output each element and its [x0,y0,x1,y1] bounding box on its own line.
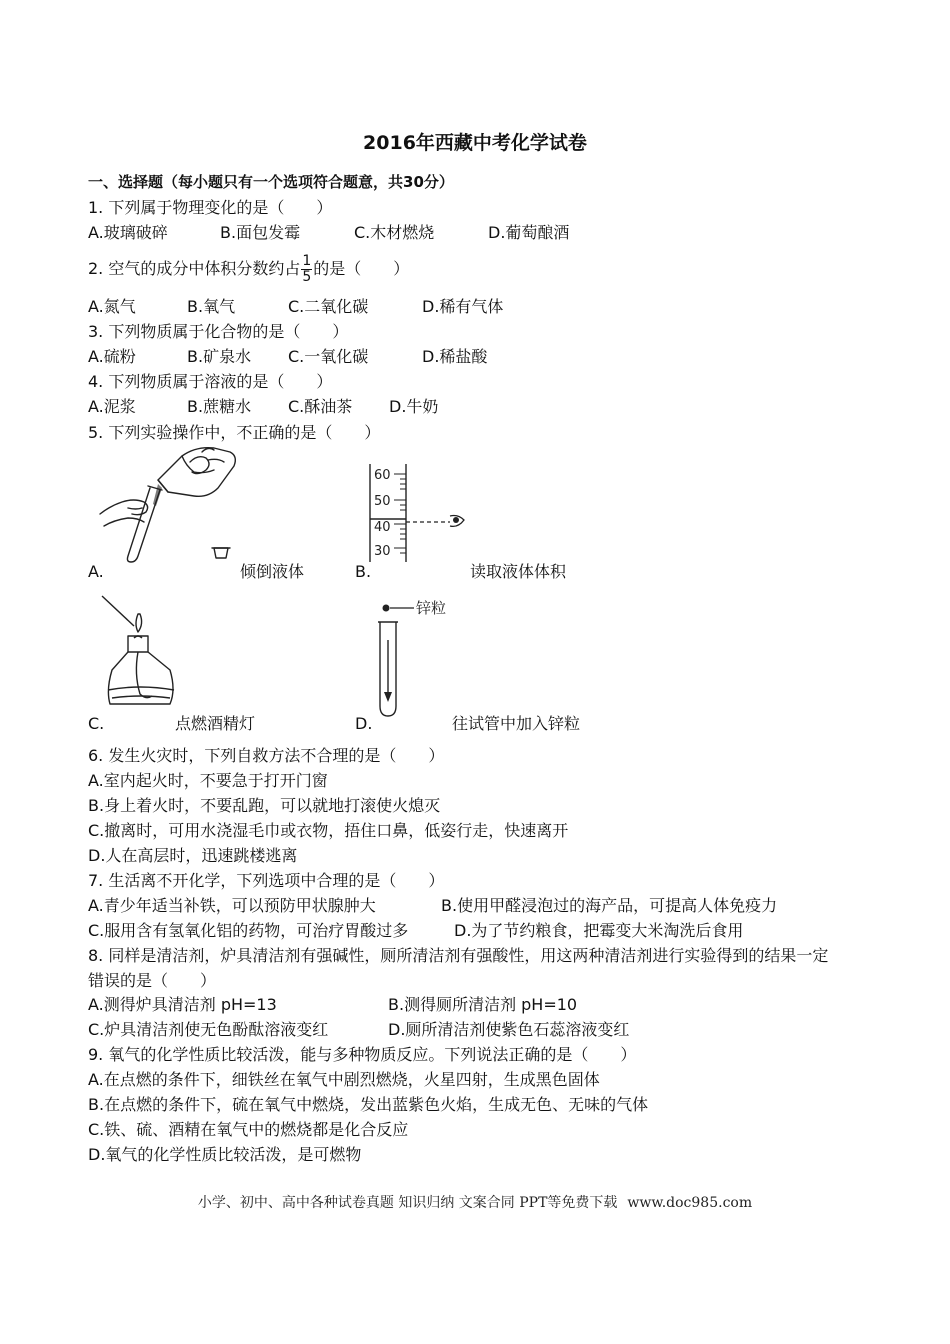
q2-fraction [301,254,312,285]
q3-option-c: C.一氧化碳 [288,347,369,366]
cylinder-tick-label: 30 [374,544,391,559]
q5-option-d-caption: 往试管中加入锌粒 [452,714,581,733]
q4-option-b: B.蔗糖水 [187,397,252,416]
q5-option-d-letter: D. [355,714,373,733]
q4-stem: 4. 下列物质属于溶液的是（ ） [88,372,333,391]
q2-option-c: C.二氧化碳 [288,297,369,316]
q5-option-c-letter: C. [88,714,105,733]
q8-stem-line1: 8. 同样是清洁剂，炉具清洁剂有强碱性，厕所清洁剂有强酸性，用这两种清洁剂进行实验得到的结果一定 [88,946,829,965]
figure-alcohol-lamp [100,594,180,718]
q4-option-c: C.酥油茶 [288,397,353,416]
q3-option-d: D.稀盐酸 [422,347,488,366]
q1-option-c: C.木材燃烧 [354,223,435,242]
q7-option-b: B.使用甲醛浸泡过的海产品，可提高人体免疫力 [441,896,778,915]
q3-option-a: A.硫粉 [88,347,136,366]
figure-pouring-liquid [98,444,248,566]
q4-option-d: D.牛奶 [389,397,439,416]
q5-stem: 5. 下列实验操作中，不正确的是（ ） [88,423,381,442]
q2-fraction-num: 1 [302,253,312,269]
cylinder-tick-label: 60 [374,468,391,483]
q6-option-c: C.撤离时，可用水浇湿毛巾或衣物，捂住口鼻，低姿行走，快速离开 [88,821,569,840]
q5-option-b-letter: B. [355,562,372,581]
q2-option-d: D.稀有气体 [422,297,504,316]
q3-stem: 3. 下列物质属于化合物的是（ ） [88,322,349,341]
q8-stem-line2: 错误的是（ ） [88,971,217,990]
footer-website-link[interactable]: www.doc985.com [627,1195,753,1211]
q2-stem-post: 的是（ ） [313,259,410,278]
section-heading: 一、选择题（每小题只有一个选项符合题意，共30分） [88,173,454,191]
q1-option-d: D.葡萄酿酒 [488,223,570,242]
q4-option-a: A.泥浆 [88,397,136,416]
q5-option-a-letter: A. [88,562,104,581]
q2-option-b: B.氧气 [187,297,236,316]
q7-stem: 7. 生活离不开化学，下列选项中合理的是（ ） [88,871,445,890]
cylinder-tick-label: 50 [374,494,391,509]
q5-option-c-caption: 点燃酒精灯 [175,714,256,733]
zinc-label: 锌粒 [416,599,447,617]
q5-option-a-caption: 倾倒液体 [240,562,305,581]
q6-option-d: D.人在高层时，迅速跳楼逃离 [88,846,298,865]
q5-option-b-caption: 读取液体体积 [470,562,567,581]
q6-option-b: B.身上着火时，不要乱跑，可以就地打滚使火熄灭 [88,796,441,815]
q9-option-a: A.在点燃的条件下，细铁丝在氧气中剧烈燃烧，火星四射，生成黑色固体 [88,1070,600,1089]
q9-option-b: B.在点燃的条件下，硫在氧气中燃烧，发出蓝紫色火焰，生成无色、无味的气体 [88,1095,649,1114]
q9-stem: 9. 氧气的化学性质比较活泼，能与多种物质反应。下列说法正确的是（ ） [88,1045,637,1064]
q7-option-d: D.为了节约粮食，把霉变大米淘洗后食用 [454,921,744,940]
q2-stem [88,252,409,286]
q9-option-c: C.铁、硫、酒精在氧气中的燃烧都是化合反应 [88,1120,409,1139]
q2-fraction-den: 5 [302,269,312,285]
q2-option-a: A.氮气 [88,297,136,316]
q2-stem-pre: 2. 空气的成分中体积分数约占 [88,259,301,278]
q8-option-d: D.厕所清洁剂使紫色石蕊溶液变红 [388,1020,630,1039]
q8-option-a: A.测得炉具清洁剂 pH=13 [88,995,277,1014]
figure-graduated-cylinder [362,462,472,566]
q7-option-a: A.青少年适当补铁，可以预防甲状腺肿大 [88,896,376,915]
q7-option-c: C.服用含有氢氧化铝的药物，可治疗胃酸过多 [88,921,409,940]
figure-zinc-test-tube [376,596,456,720]
cylinder-tick-label: 40 [374,520,391,535]
q6-option-a: A.室内起火时，不要急于打开门窗 [88,771,328,790]
page-footer [0,1192,950,1212]
q9-option-d: D.氧气的化学性质比较活泼，是可燃物 [88,1145,362,1164]
q8-option-c: C.炉具清洁剂使无色酚酞溶液变红 [88,1020,329,1039]
footer-text: 小学、初中、高中各种试卷真题 知识归纳 文案合同 PPT等免费下载 [197,1195,618,1211]
page-title: 2016年西藏中考化学试卷 [363,132,587,154]
q8-option-b: B.测得厕所清洁剂 pH=10 [388,995,578,1014]
q6-stem: 6. 发生火灾时，下列自救方法不合理的是（ ） [88,746,445,765]
q1-option-a: A.玻璃破碎 [88,223,168,242]
q1-stem: 1. 下列属于物理变化的是（ ） [88,198,333,217]
q1-option-b: B.面包发霉 [220,223,301,242]
q3-option-b: B.矿泉水 [187,347,252,366]
